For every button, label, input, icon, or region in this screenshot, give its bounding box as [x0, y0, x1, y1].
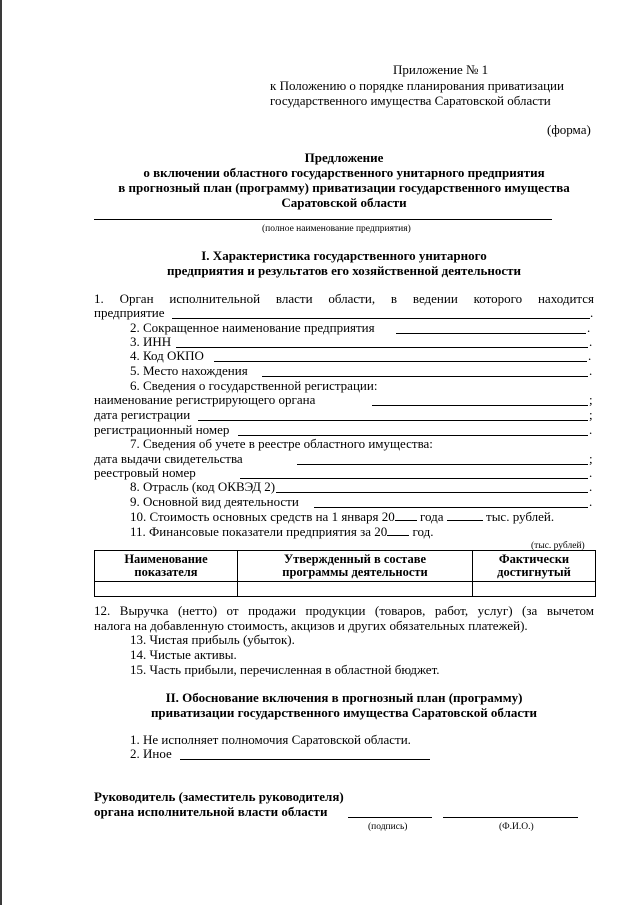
- item-7-b-field[interactable]: [240, 478, 588, 479]
- page-edge-line: [0, 0, 2, 905]
- table-header-row: [95, 551, 596, 582]
- item-6-b: дата регистрации: [94, 407, 191, 422]
- indicators-table: [94, 550, 596, 597]
- appendix-number: Приложение № 1: [393, 62, 489, 77]
- section2-item-1: 1. Не исполняет полномочия Саратовской области.: [130, 732, 411, 747]
- signer-line-2: органа исполнительной власти области: [94, 804, 328, 819]
- item-2-field[interactable]: [396, 333, 586, 334]
- item-10-year-field[interactable]: [395, 510, 417, 521]
- doc-title-1: Предложение: [304, 150, 384, 165]
- item-7-a-field[interactable]: [297, 464, 588, 465]
- doc-title-2: о включении областного государственного унитарного предприятия: [143, 165, 545, 180]
- full-name-caption: (Ф.И.О.): [499, 822, 534, 832]
- item-5-field[interactable]: [262, 376, 588, 377]
- item-6-a: наименование регистрирующего органа: [94, 392, 316, 407]
- item-7-a: дата выдачи свидетельства: [94, 451, 243, 466]
- table-unit: (тыс. рублей): [531, 541, 585, 551]
- item-1-line-b: предприятие: [94, 305, 165, 320]
- enterprise-name-caption: (полное наименование предприятия): [262, 224, 411, 234]
- item-7: 7. Сведения об учете в реестре областного имущества:: [130, 436, 433, 451]
- full-name-field[interactable]: [443, 817, 578, 818]
- table-cell[interactable]: [238, 582, 473, 597]
- doc-title-4: Саратовской области: [281, 195, 407, 210]
- section2-item-2: 2. Иное: [130, 746, 172, 761]
- item-3: 3. ИНН: [130, 334, 172, 349]
- signature-field[interactable]: [348, 817, 432, 818]
- section2-heading-1: II. Обоснование включения в прогнозный план (программу): [165, 690, 523, 705]
- item-14: 14. Чистые активы.: [130, 647, 237, 662]
- item-6: 6. Сведения о государственной регистрации:: [130, 378, 378, 393]
- item-9-field[interactable]: [314, 507, 588, 508]
- signature-caption: (подпись): [368, 822, 408, 832]
- signer-line-1: Руководитель (заместитель руководителя): [94, 789, 344, 804]
- item-11-year-field[interactable]: [387, 525, 409, 536]
- col-indicator-name: Наименование показателя: [95, 551, 238, 582]
- col-approved: Утвержденный в составе программы деятельности: [238, 551, 473, 582]
- item-10: 10. Стоимость основных средств на 1 января 20 года тыс. рублей.: [130, 509, 555, 524]
- section2-item-2-field[interactable]: [180, 759, 430, 760]
- appendix-line-3: государственного имущества Саратовской области: [270, 93, 551, 108]
- doc-title-3: в прогнозный план (программу) приватизации государственного имущества: [118, 180, 570, 195]
- table-cell[interactable]: [95, 582, 238, 597]
- table-row: [95, 582, 596, 597]
- item-8: 8. Отрасль (код ОКВЭД 2): [130, 479, 276, 494]
- item-4-field[interactable]: [214, 361, 587, 362]
- item-9: 9. Основной вид деятельности: [130, 494, 299, 509]
- section2-heading-2: приватизации государственного имущества Саратовской области: [150, 705, 538, 720]
- item-6-b-field[interactable]: [198, 420, 588, 421]
- item-10-amount-field[interactable]: [447, 510, 483, 521]
- document-page: Приложение № 1 к Положению о порядке планирования приватизации государственного имущества Саратовской области (форма) Предложение о включении областного государственного унитарного предприятия в прогнозный план (программу) приватизации государственного имущества Саратовской области (полное наименование предприятия) I. Характеристика государственного унитарного предприятия и результатов его хозяйственной деятельности 1. Орган исполнительной власти области, в ведении которого находится предприятие . 2. Сокращенное наименование предприятия . 3. ИНН . 4. Код ОКПО . 5. Место нахождения . 6. Сведения о государственной регистрации: наименование регистрирующего органа ; дата регистрации ; регистрационный номер . 7. Сведения об учете в реестре областного имущества: дата выдачи свидетельства ; реестровый номер . 8. Отрасль (код ОКВЭД 2) . 9. Основной вид деятельности . 10. Стоимость основных средств на 1 января 20 года тыс. рублей. 11. Финансовые показатели предприятия за 20 год. (тыс. рублей) Наименование показателя Утвержденный в составе программы деятельности Фактически достигнутый 12. Выручка (нетто) от продажи продукции (товаров, работ, услуг) (за вычетом налога на добавленную стоимость, акцизов и других обязательных платежей). 13. Чистая прибыль (убыток). 14. Чистые активы. 15. Часть прибыли, перечисленная в областной бюджет. II. Обоснование включения в прогнозный план (программу) приватизации государственного имущества Саратовской области 1. Не исполняет полномочия Саратовской области. 2. Иное Руководитель (заместитель руководителя) органа исполнительной власти области (подпись) (Ф.И.О.): [0, 0, 640, 905]
- item-12-line-b: налога на добавленную стоимость, акцизов и других обязательных платежей).: [94, 618, 528, 633]
- item-6-a-field[interactable]: [372, 405, 588, 406]
- item-3-field[interactable]: [176, 347, 588, 348]
- enterprise-name-line[interactable]: [94, 219, 552, 220]
- item-1-line-a: 1. Орган исполнительной власти области, в ведении которого находится: [94, 291, 594, 306]
- item-13: 13. Чистая прибыль (убыток).: [130, 632, 295, 647]
- item-5: 5. Место нахождения: [130, 363, 248, 378]
- section1-heading-1: I. Характеристика государственного унитарного: [201, 248, 487, 263]
- item-15: 15. Часть прибыли, перечисленная в областной бюджет.: [130, 662, 440, 677]
- item-4: 4. Код ОКПО: [130, 348, 204, 363]
- item-1-field[interactable]: [172, 318, 590, 319]
- form-label: (форма): [547, 122, 591, 137]
- col-actual: Фактически достигнутый: [473, 551, 596, 582]
- section1-heading-2: предприятия и результатов его хозяйственной деятельности: [166, 263, 522, 278]
- item-6-c: регистрационный номер: [94, 422, 230, 437]
- item-2: 2. Сокращенное наименование предприятия: [130, 320, 375, 335]
- item-12-line-a: 12. Выручка (нетто) от продажи продукции (товаров, работ, услуг) (за вычетом: [94, 603, 594, 618]
- table-cell[interactable]: [473, 582, 596, 597]
- item-7-b: реестровый номер: [94, 465, 196, 480]
- item-11: 11. Финансовые показатели предприятия за 20 год.: [130, 524, 434, 539]
- appendix-line-2: к Положению о порядке планирования приватизации: [270, 78, 564, 93]
- item-8-field[interactable]: [276, 492, 588, 493]
